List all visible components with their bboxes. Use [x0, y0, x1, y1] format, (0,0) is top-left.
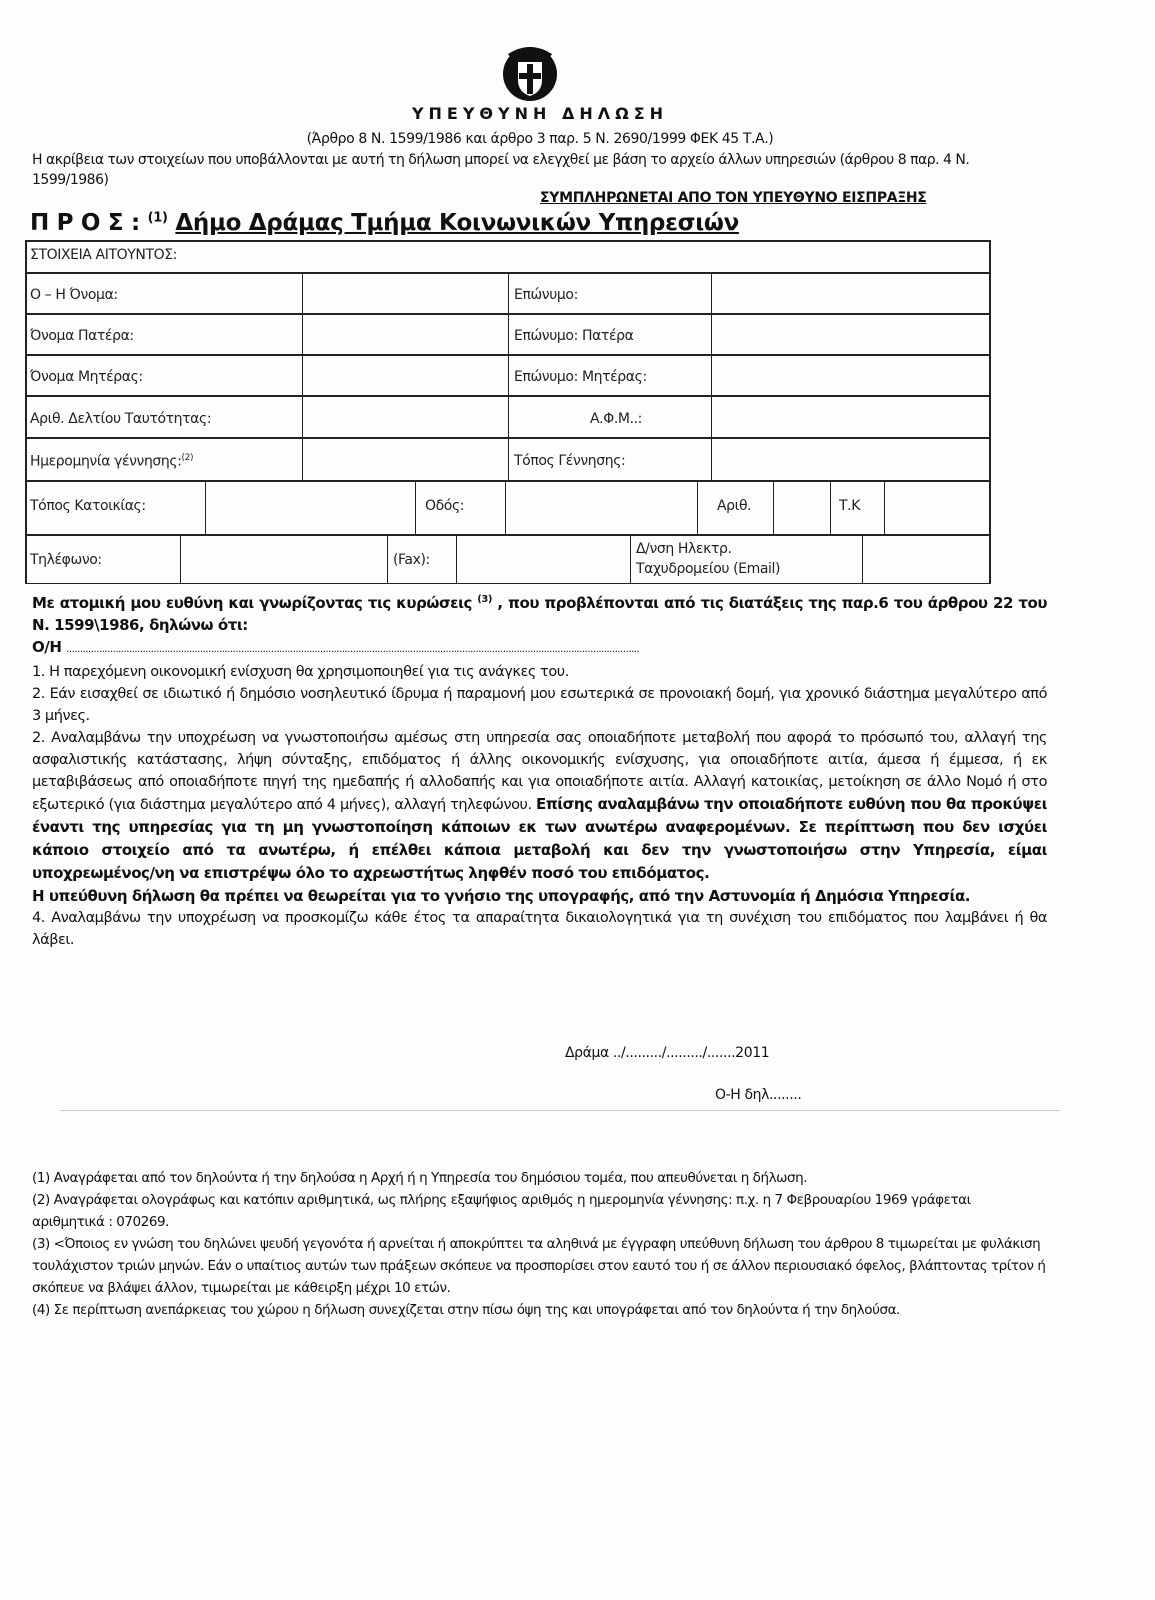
footnote-4: (4) Σε περίπτωση ανεπάρκειας του χώρου η δήλωση συνεχίζεται στην πίσω όψη της και υπογράφεται από τον δηλούντα ή την δηλούσα.: [32, 1302, 900, 1318]
legal-reference: (Άρθρο 8 Ν. 1599/1986 και άρθρο 3 παρ. 5 Ν. 2690/1999 ΦΕΚ 45 Τ.Α.): [306, 131, 774, 147]
declarant-signature[interactable]: Ο-Η δηλ........: [715, 1087, 802, 1103]
item-3: [32, 727, 1047, 885]
first-name-label: Ο – Η Όνομα:: [30, 287, 118, 303]
divider: [630, 534, 631, 584]
residence-label: Τόπος Κατοικίας:: [30, 498, 146, 514]
mother-surname-field[interactable]: [713, 356, 988, 394]
divider: [205, 480, 206, 534]
divider: [387, 534, 388, 584]
footnote-ref: (2): [181, 453, 194, 463]
item-3-text: 2. Αναλαμβάνω την υποχρέωση να γνωστοποιήσω αμέσως στη υπηρεσία σας οποιαδήποτε μεταβολή που αφορά το πρόσωπό του, αλλαγή της ασφαλιστικής κατάστασης, λήψη σύνταξης, επιδόματος ή άλλης οικονομικής ενίσχυσης, για οποιαδήποτε αιτία, άμεσα ή έμμεσα, ή εκ μεταβιβάσεως από οποιαδήποτε πηγή της ημεδαπής ή αλλοδαπής και για οποιαδήποτε αιτία. Αλλαγή κατοικίας, μετοίκηση σε άλλο Νομό ή στο εξωτερικό (για διάστημα μεγαλύτερο από 4 μήνες), αλλαγή τηλεφώνου.: [32, 730, 1047, 813]
afm-label: Α.Φ.Μ..:: [590, 411, 642, 427]
phone-field[interactable]: [182, 536, 386, 582]
footnote-1: (1) Αναγράφεται από τον δηλούντα ή την δηλούσα η Αρχή ή η Υπηρεσία του δημόσιου τομέα, που απευθύνεται η δήλωση.: [32, 1170, 808, 1186]
number-label: Αριθ.: [717, 498, 752, 514]
street-field[interactable]: [507, 482, 696, 533]
father-surname-field[interactable]: [713, 315, 988, 353]
divider: [25, 583, 991, 584]
email-label-line1: Δ/νση Ηλεκτρ.: [636, 541, 732, 557]
birth-date-field[interactable]: [304, 439, 507, 479]
declarant-line: [32, 636, 1047, 661]
footnotes: [32, 1167, 1047, 1321]
number-field[interactable]: [775, 482, 829, 533]
mother-name-label: Όνομα Μητέρας:: [30, 369, 143, 385]
fold-line: [60, 1110, 1060, 1111]
divider: [25, 240, 991, 242]
postal-code-label: Τ.Κ: [839, 498, 860, 514]
residence-field[interactable]: [207, 482, 414, 533]
divider: [508, 272, 509, 480]
father-name-label: Όνομα Πατέρα:: [30, 328, 134, 344]
signature-note: Η υπεύθυνη δήλωση θα πρέπει να θεωρείται για το γνήσιο της υπογραφής, από την Αστυνομία ή Δημόσια Υπηρεσία.: [32, 887, 971, 905]
divider: [989, 240, 991, 584]
recipient-value: Δήμο Δράμας Τμήμα Κοινωνικών Υπηρεσιών: [175, 210, 739, 236]
declaration-body: [32, 589, 1047, 951]
footnote-2: (2) Αναγράφεται ολογράφως και κατόπιν αριθμητικά, ως πλήρης εξαψήφιος αριθμός η ημερομηνία γέννησης: π.χ. η 7 Φεβρουαρίου 1969 γράφεται αριθμητικά : 070269.: [32, 1192, 971, 1230]
divider: [180, 534, 181, 584]
afm-field[interactable]: [713, 397, 988, 436]
date-line[interactable]: Δράμα ../........./........./.......2011: [565, 1045, 770, 1061]
footnote-ref: (1): [147, 210, 168, 226]
divider: [505, 480, 506, 534]
father-surname-label: Επώνυμο: Πατέρα: [514, 328, 634, 344]
email-label-line2: Ταχυδρομείου (Email): [636, 561, 781, 577]
item-4: 4. Αναλαμβάνω την υποχρέωση να προσκομίζω κάθε έτος τα απαραίτητα δικαιολογητικά για τη συνέχιση του επιδόματος που λαμβάνει ή θα λάβει.: [32, 910, 1047, 948]
footnote-3: (3) <Όποιος εν γνώση του δηλώνει ψευδή γεγονότα ή αρνείται ή αποκρύπτει τα αληθινά με έγγραφη υπεύθυνη δήλωση του άρθρου 8 τιμωρείται με φυλάκιση τουλάχιστον τριών μηνών. Εάν ο υπαίτιος αυτών των πράξεων σκόπευε να προσπορίσει στον εαυτό του ή σε άλλον περιουσιακό όφελος, βλάπτοντας τρίτον ή σκόπευε να βλάψει άλλον, τιμωρείται με κάθειρξη μέχρι 10 ετών.: [32, 1236, 1046, 1296]
postal-code-field[interactable]: [886, 482, 988, 533]
declaration-intro: [32, 589, 1047, 636]
email-label: [636, 539, 780, 579]
fax-label: (Fax):: [393, 552, 430, 568]
section-label: ΣΤΟΙΧΕΙΑ ΑΙΤΟΥΝΤΟΣ:: [30, 247, 177, 263]
declaration-text: , που προβλέπονται από τις διατάξεις της παρ.6 του άρθρου 22 του Ν. 1599\1986, δηλώνω ότι:: [32, 594, 1047, 634]
birth-place-field[interactable]: [713, 439, 988, 479]
father-name-field[interactable]: [304, 315, 507, 353]
mother-surname-label: Επώνυμο: Μητέρας:: [514, 369, 647, 385]
declarant-dots[interactable]: ..................................................................................................................................................................................................................: [66, 644, 640, 655]
surname-field[interactable]: [713, 274, 988, 312]
divider: [302, 272, 303, 480]
divider: [456, 534, 457, 584]
first-name-field[interactable]: [304, 274, 507, 312]
fax-field[interactable]: [458, 536, 629, 582]
divider: [711, 272, 712, 480]
divider: [697, 480, 698, 534]
id-number-field[interactable]: [304, 397, 507, 436]
street-label: Οδός:: [425, 498, 465, 514]
id-number-label: Αριθ. Δελτίου Ταυτότητας:: [30, 411, 212, 427]
greek-emblem-icon: [498, 40, 562, 108]
recipient-label: Π Ρ Ο Σ :: [30, 210, 140, 236]
divider: [25, 240, 27, 584]
divider: [773, 480, 774, 534]
document-title: ΥΠΕΥΘΥΝΗ ΔΗΛΩΣΗ: [411, 104, 669, 123]
email-field[interactable]: [864, 536, 988, 582]
item-2: 2. Εάν εισαχθεί σε ιδιωτικό ή δημόσιο νοσηλευτικό ίδρυμα ή παραμονή μου εσωτερικά σε προνοιακή δομή, για χρονικό διάστημα μεγαλύτερο από 3 μήνες.: [32, 686, 1047, 724]
mother-name-field[interactable]: [304, 356, 507, 394]
footnote-ref: (3): [477, 594, 493, 605]
birth-date-text: Ημερομηνία γέννησης:: [30, 453, 182, 470]
intro-text: Η ακρίβεια των στοιχείων που υποβάλλονται με αυτή τη δήλωση μπορεί να ελεγχθεί με βάση το αρχείο άλλων υπηρεσιών (άρθρου 8 παρ. 4 Ν. 1599/1986): [32, 152, 970, 188]
fill-note: ΣΥΜΠΛΗΡΩΝΕΤΑΙ ΑΠΟ ΤΟΝ ΥΠΕΥΘΥΝΟ ΕΙΣΠΡΑΞΗΣ: [540, 190, 927, 206]
item-3-bold: Επίσης αναλαμβάνω την οποιαδήποτε ευθύνη που θα προκύψει έναντι της υπηρεσίας για τη μη γνωστοποίηση κάποιων εκ των ανωτέρω αναφερομένων. Σε περίπτωση που δεν ισχύει κάποιο στοιχείο από τα ανωτέρω, ή επέλθει κάποια μεταβολή και δεν την γνωστοποιήσω στην Υπηρεσία, είμαι υποχρεωμένος/νη να επιστρέψω όλο το αχρεωστήτως ληφθέν ποσό του επιδόματος.: [32, 795, 1047, 882]
divider: [830, 480, 831, 534]
item-1: 1. Η παρεχόμενη οικονομική ενίσχυση θα χρησιμοποιηθεί για τις ανάγκες του.: [32, 664, 569, 680]
divider: [884, 480, 885, 534]
phone-label: Τηλέφωνο:: [30, 552, 102, 568]
divider: [415, 480, 416, 534]
declaration-text: Με ατομική μου ευθύνη και γνωρίζοντας τις κυρώσεις: [32, 594, 478, 612]
surname-label: Επώνυμο:: [514, 287, 578, 303]
birth-place-label: Τόπος Γέννησης:: [514, 453, 626, 469]
declarant-label: Ο/Η: [32, 638, 67, 656]
divider: [862, 534, 863, 584]
recipient-line: [30, 210, 739, 236]
birth-date-label: [30, 453, 193, 470]
